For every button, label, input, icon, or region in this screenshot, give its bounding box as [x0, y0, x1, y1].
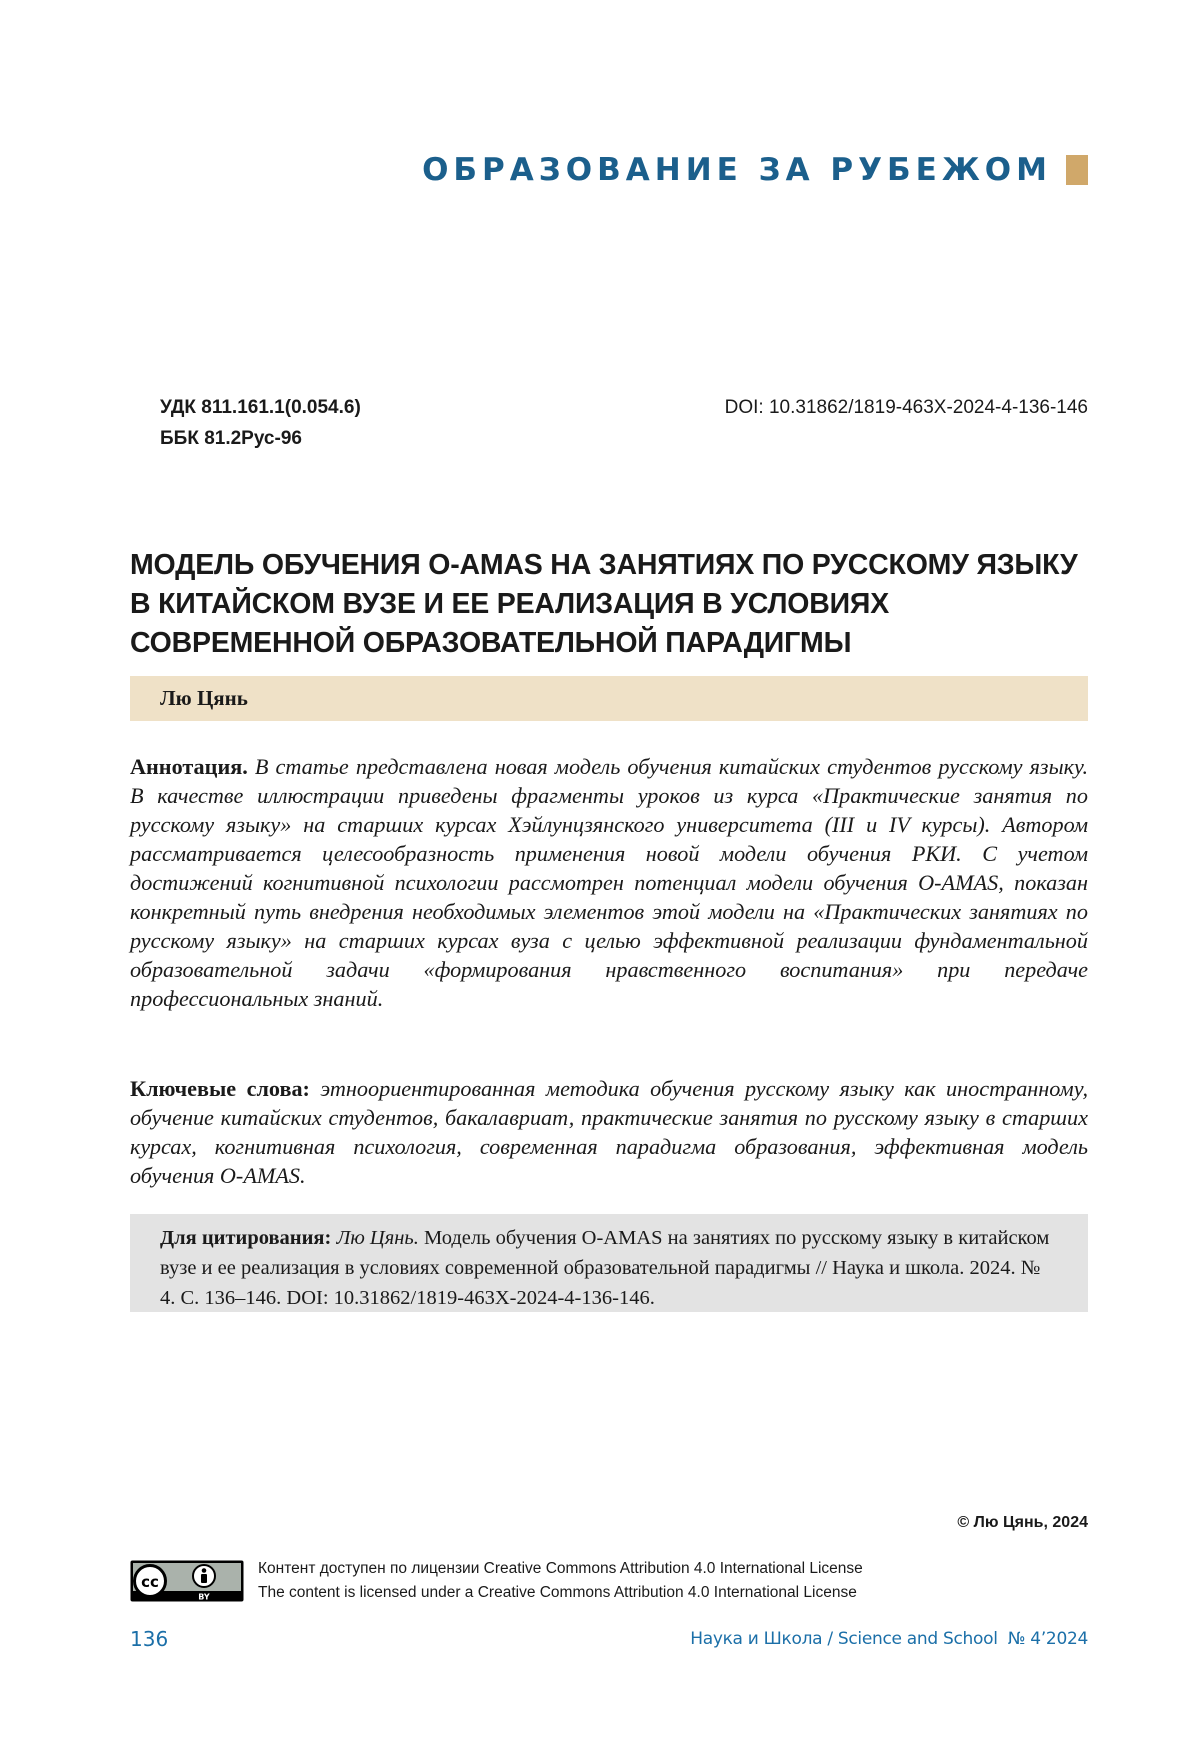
citation-author: Лю Цянь.	[336, 1227, 419, 1249]
citation-text: Модель обучения O-AMAS на занятиях по русскому языку в китайском вузе и ее реализация в условиях современной образовательной парадигмы // Наука и школа. 2024. № 4. С. 136–146. DOI: 10.31862/1819-463X-2024-4-136-146.	[160, 1227, 1050, 1309]
doi: DOI: 10.31862/1819-463X-2024-4-136-146	[724, 397, 1088, 418]
title-line-2: В КИТАЙСКОМ ВУЗЕ И ЕЕ РЕАЛИЗАЦИЯ В УСЛОВИЯХ	[130, 588, 890, 620]
cc-symbol: cc	[141, 1573, 159, 1591]
license-block	[130, 1560, 863, 1605]
abstract-label: Аннотация.	[130, 754, 248, 779]
title-line-3: СОВРЕМЕННОЙ ОБРАЗОВАТЕЛЬНОЙ ПАРАДИГМЫ	[130, 627, 852, 659]
abstract-text: В статье представлена новая модель обучения китайских студентов русскому языку. В качестве иллюстрации приведены фрагменты уроков из курса «Практические занятия по русскому языку» на старших курсах Хэйлунцзянского университета (III и IV курсы). Автором рассматривается целесообразность применения новой модели обучения РКИ. С учетом достижений когнитивной психологии рассмотрен потенциал модели обучения O-AMAS, показан конкретный путь внедрения необходимых элементов этой модели на «Практических занятиях по русскому языку» на старших курсах вуза с целью эффективной реализации фундаментальной образовательной задачи «формирования нравственного воспитания» при передаче профессиональных знаний.	[130, 754, 1088, 1011]
abstract	[130, 752, 1088, 1013]
cc-by-license-icon[interactable]	[130, 1560, 244, 1602]
title-line-1: МОДЕЛЬ ОБУЧЕНИЯ O-AMAS НА ЗАНЯТИЯХ ПО РУССКОМУ ЯЗЫКУ	[130, 549, 1078, 581]
citation-box	[130, 1214, 1088, 1312]
author-bar	[130, 676, 1088, 721]
keywords-text: этноориентированная методика обучения русскому языку как иностранному, обучение китайских студентов, бакалавриат, практические занятия по русскому языку в старших курсах, когнитивная психология, современная парадигма образования, эффективная модель обучения O-AMAS.	[130, 1076, 1089, 1188]
article-title	[130, 546, 1090, 663]
bbk-code: ББК 81.2Рус-96	[160, 428, 302, 449]
by-label: BY	[198, 1592, 210, 1602]
classification-codes	[160, 392, 361, 454]
citation-label: Для цитирования:	[160, 1227, 332, 1249]
page-number: 136	[130, 1627, 169, 1651]
section-header	[422, 152, 1088, 188]
license-text-en: The content is licensed under a Creative Commons Attribution 4.0 International License	[258, 1584, 857, 1601]
copyright: © Лю Цянь, 2024	[957, 1514, 1088, 1531]
section-title: ОБРАЗОВАНИЕ ЗА РУБЕЖОМ	[422, 152, 1052, 188]
section-marker	[1066, 155, 1088, 185]
author-name: Лю Цянь	[160, 686, 248, 710]
udk-code: УДК 811.161.1(0.054.6)	[160, 397, 361, 418]
page-footer	[130, 1627, 1088, 1651]
keywords	[130, 1074, 1088, 1190]
journal-name: Наука и Школа / Science and School № 4’2024	[690, 1629, 1088, 1649]
license-text-ru: Контент доступен по лицензии Creative Commons Attribution 4.0 International License	[258, 1560, 863, 1577]
keywords-label: Ключевые слова:	[130, 1076, 310, 1101]
